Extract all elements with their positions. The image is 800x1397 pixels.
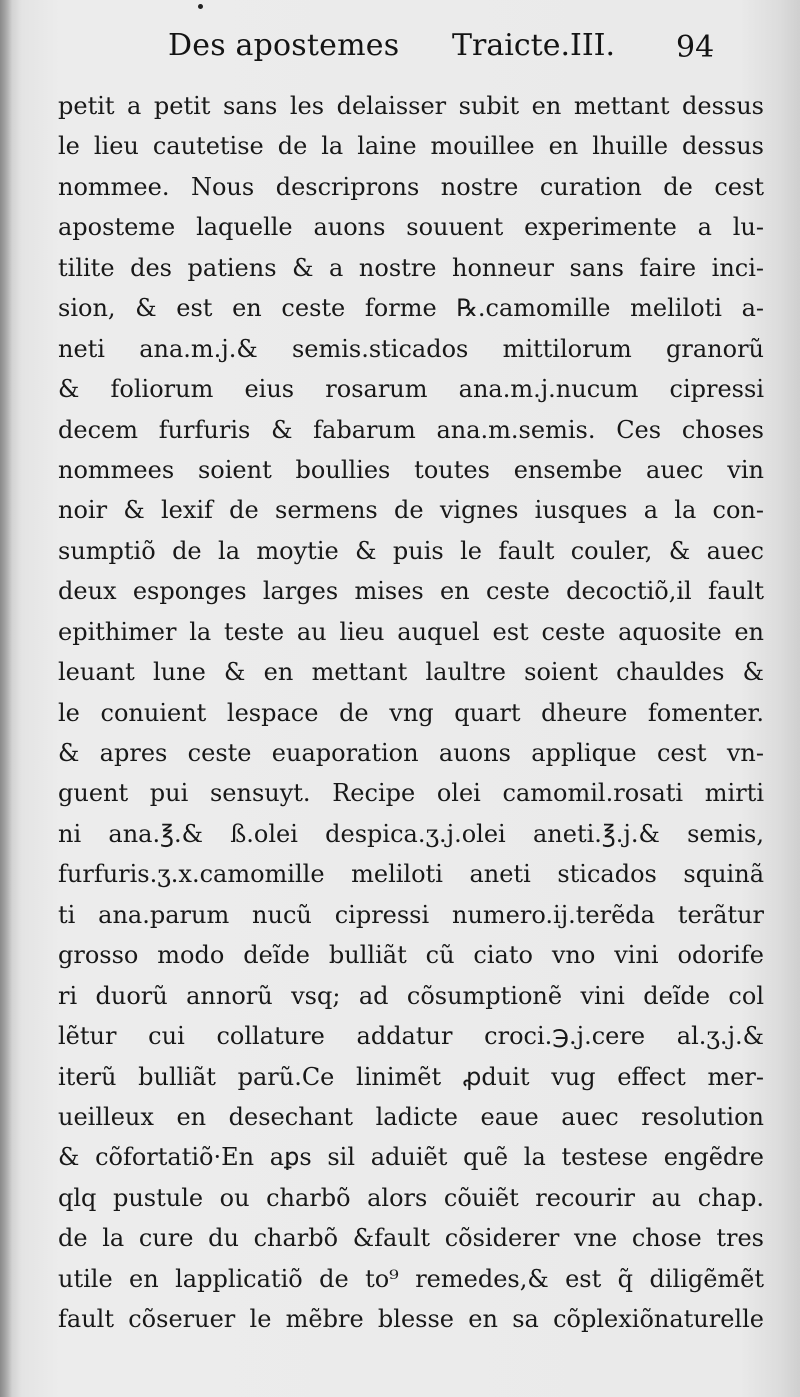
text-line: de la cure du charbõ &fault cõsiderer vne chose tres xyxy=(58,1224,764,1253)
text-line: noir & lexif de sermens de vignes iusques a la con- xyxy=(58,496,764,525)
text-line: & foliorum eius rosarum ana.m.j.nucum cipressi xyxy=(58,375,764,404)
text-line: decem furfuris & fabarum ana.m.semis. Ces choses xyxy=(58,415,764,444)
text-line: ri duorũ annorũ vsq; ad cõsumptionẽ vini deĩde col xyxy=(58,981,764,1010)
ink-dot xyxy=(198,4,203,9)
page-number: 94 xyxy=(676,30,715,65)
text-line: tilite des patiens & a nostre honneur sans faire inci- xyxy=(58,253,764,282)
text-line: & cõfortatiõ·En aꝑs sil aduiẽt quẽ la testese engẽdre xyxy=(58,1143,764,1172)
text-line: ueilleux en desechant ladicte eaue auec resolution xyxy=(58,1102,764,1131)
text-line: qlq pustule ou charbõ alors cõuiẽt recourir au chap. xyxy=(58,1183,764,1212)
text-line: neti ana.m.j.& semis.sticados mittilorum granorũ xyxy=(58,334,764,363)
text-line: sumptiõ de la moytie & puis le fault couler, & auec xyxy=(58,536,764,565)
text-line: sion, & est en ceste forme ℞.camomille meliloti a- xyxy=(58,294,764,323)
text-line: guent pui sensuyt. Recipe olei camomil.rosati mirti xyxy=(58,779,764,808)
text-line: & apres ceste euaporation auons applique cest vn- xyxy=(58,739,764,767)
text-line: ti ana.parum nucũ cipressi numero.ij.terẽda terãtur xyxy=(58,900,764,929)
text-line: nommee. Nous descriprons nostre curation de cest xyxy=(58,172,764,201)
text-line: nommees soient boullies toutes ensembe auec vin xyxy=(58,455,764,484)
text-line: le conuient lespace de vng quart dheure fomenter. xyxy=(58,698,764,727)
text-line: petit a petit sans les delaisser subit en mettant dessus xyxy=(58,92,764,120)
text-line: iterũ bulliãt parũ.Ce linimẽt ꝓduit vug effect mer- xyxy=(58,1062,764,1091)
text-line: ni ana.℥.& ß.olei despica.ʒ.j.olei aneti.℥.j.& semis, xyxy=(58,819,764,848)
text-line: aposteme laquelle auons souuent experimente a lu- xyxy=(58,213,764,242)
text-line: fault cõseruer le mẽbre blesse en sa cõplexiõnaturelle xyxy=(58,1305,764,1334)
text-line: le lieu cautetise de la laine mouillee en lhuille dessus xyxy=(58,132,764,161)
text-line: deux esponges larges mises en ceste decoctiõ,il fault xyxy=(58,577,764,606)
text-line: lẽtur cui collature addatur croci.℈.j.cere al.ʒ.j.& xyxy=(58,1022,764,1051)
running-header xyxy=(0,28,800,78)
text-line: utile en lapplicatiõ de to⁹ remedes,& est q̃ diligẽmẽt xyxy=(58,1264,764,1293)
text-line: furfuris.ʒ.x.camomille meliloti aneti sticados squinã xyxy=(58,860,764,889)
text-line: grosso modo deĩde bulliãt cũ ciato vno vini odorife xyxy=(58,941,764,970)
running-title: Des apostemes xyxy=(168,28,400,63)
text-line: leuant lune & en mettant laultre soient chauldes & xyxy=(58,658,764,687)
text-line: epithimer la teste au lieu auquel est ceste aquosite en xyxy=(58,617,764,646)
text-block xyxy=(58,86,764,1340)
section-title: Traicte.III. xyxy=(452,28,616,63)
